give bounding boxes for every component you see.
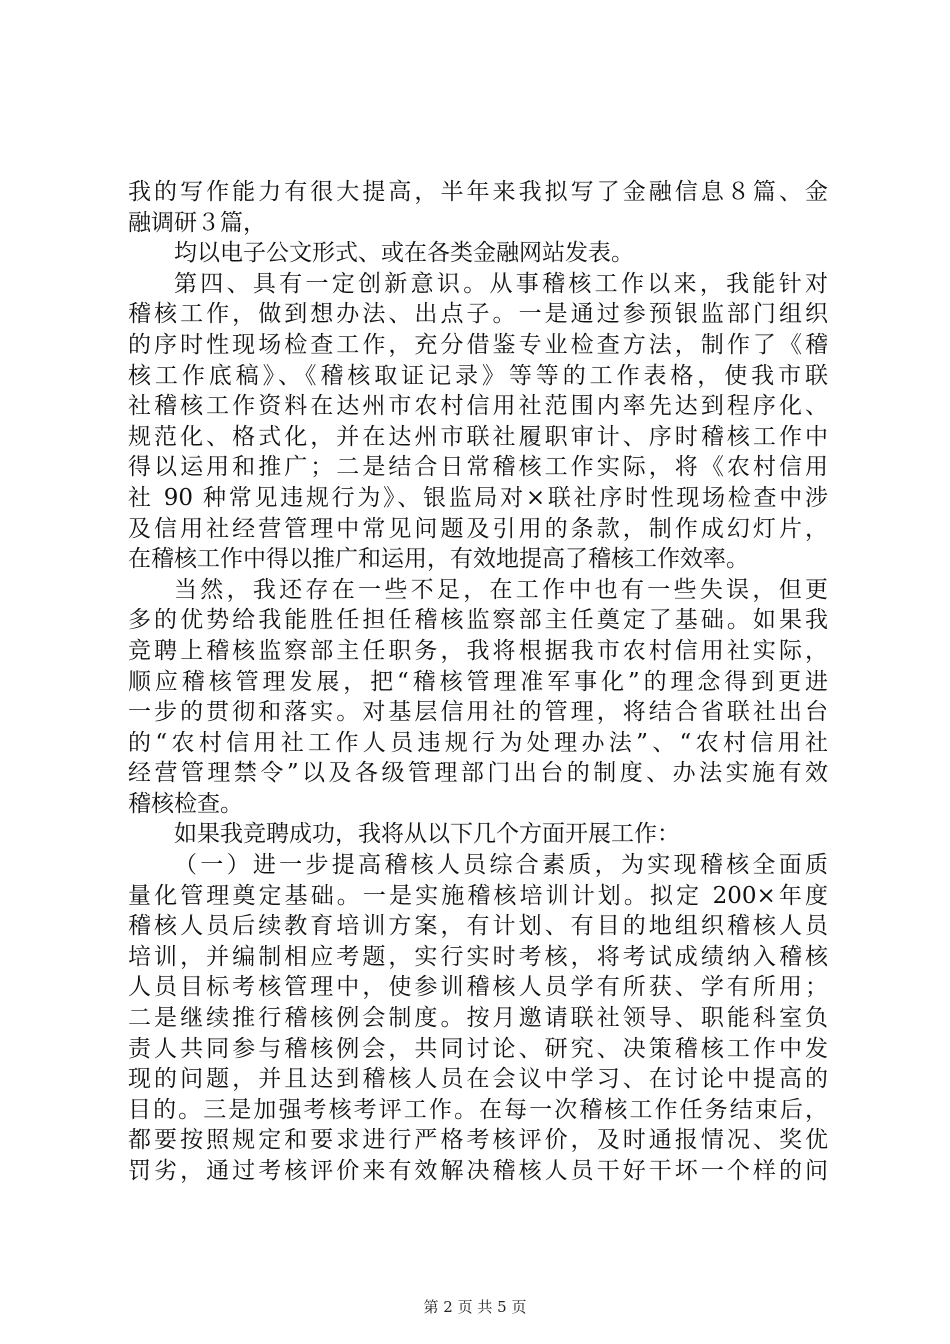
text-line: （一）进一步提高稽核人员综合素质，为实现稽核全面质 <box>174 852 828 879</box>
text-line: 融调研３篇， <box>128 209 266 236</box>
text-line: 人员目标考核管理中，使参训稽核人员学有所获、学有所用； <box>128 974 828 1001</box>
text-line: 现的问题，并且达到稽核人员在会议中学习、在讨论中提高的 <box>128 1066 828 1093</box>
text-line: 社稽核工作资料在达州市农村信用社范围内率先达到程序化、 <box>128 393 828 420</box>
text-line: 罚劣，通过考核评价来有效解决稽核人员干好干坏一个样的问 <box>128 1158 828 1184</box>
text-line: 培训，并编制相应考题，实行实时考核，将考试成绩纳入稽核 <box>128 943 828 970</box>
text-line: 一步的贯彻和落实。对基层信用社的管理，将结合省联社出台 <box>128 699 828 726</box>
text-line: 第四、具有一定创新意识。从事稽核工作以来，我能针对 <box>174 270 828 297</box>
text-line: 如果我竞聘成功，我将从以下几个方面开展工作： <box>174 821 680 848</box>
text-line: 量化管理奠定基础。一是实施稽核培训计划。拟定 200×年度 <box>128 882 828 909</box>
text-line: 稽核检查。 <box>128 790 243 817</box>
text-line: 顺应稽核管理发展，把“稽核管理准军事化”的理念得到更进 <box>128 668 828 695</box>
text-line: 及信用社经营管理中常见问题及引用的条款，制作成幻灯片， <box>128 515 828 542</box>
text-line: 当然，我还存在一些不足，在工作中也有一些失误，但更 <box>174 576 828 603</box>
page-footer: 第 2 页 共 5 页 <box>423 1298 527 1316</box>
text-line: 在稽核工作中得以推广和运用，有效地提高了稽核工作效率。 <box>128 546 749 573</box>
document-body <box>128 177 828 1187</box>
text-line: 竞聘上稽核监察部主任职务，我将根据我市农村信用社实际， <box>128 637 828 664</box>
text-line: 稽核人员后续教育培训方案，有计划、有目的地组织稽核人员 <box>128 913 828 940</box>
text-line: 二是继续推行稽核例会制度。按月邀请联社领导、职能科室负 <box>128 1005 828 1032</box>
text-line: 的“农村信用社工作人员违规行为处理办法”、“农村信用社 <box>128 729 828 756</box>
text-line: 我的写作能力有很大提高，半年来我拟写了金融信息８篇、金 <box>128 179 828 205</box>
text-line: 经营管理禁令”以及各级管理部门出台的制度、办法实施有效 <box>128 760 828 787</box>
text-line: 社 90 种常见违规行为》、银监局对×联社序时性现场检查中涉 <box>128 484 828 511</box>
text-line: 目的。三是加强考核考评工作。在每一次稽核工作任务结束后， <box>128 1096 828 1123</box>
text-line: 多的优势给我能胜任担任稽核监察部主任奠定了基础。如果我 <box>128 607 828 634</box>
text-line: 都要按照规定和要求进行严格考核评价，及时通报情况、奖优 <box>128 1127 828 1154</box>
text-line: 责人共同参与稽核例会，共同讨论、研究、决策稽核工作中发 <box>128 1035 828 1062</box>
text-line: 核工作底稿》、《稽核取证记录》等等的工作表格，使我市联 <box>128 362 828 389</box>
text-line: 得以运用和推广；二是结合日常稽核工作实际，将《农村信用 <box>128 454 828 481</box>
text-line: 的序时性现场检查工作，充分借鉴专业检查方法，制作了《稽 <box>128 331 828 358</box>
text-line: 稽核工作，做到想办法、出点子。一是通过参预银监部门组织 <box>128 301 828 328</box>
text-line: 均以电子公文形式、或在各类金融网站发表。 <box>174 240 634 267</box>
text-line: 规范化、格式化，并在达州市联社履职审计、序时稽核工作中 <box>128 423 828 450</box>
